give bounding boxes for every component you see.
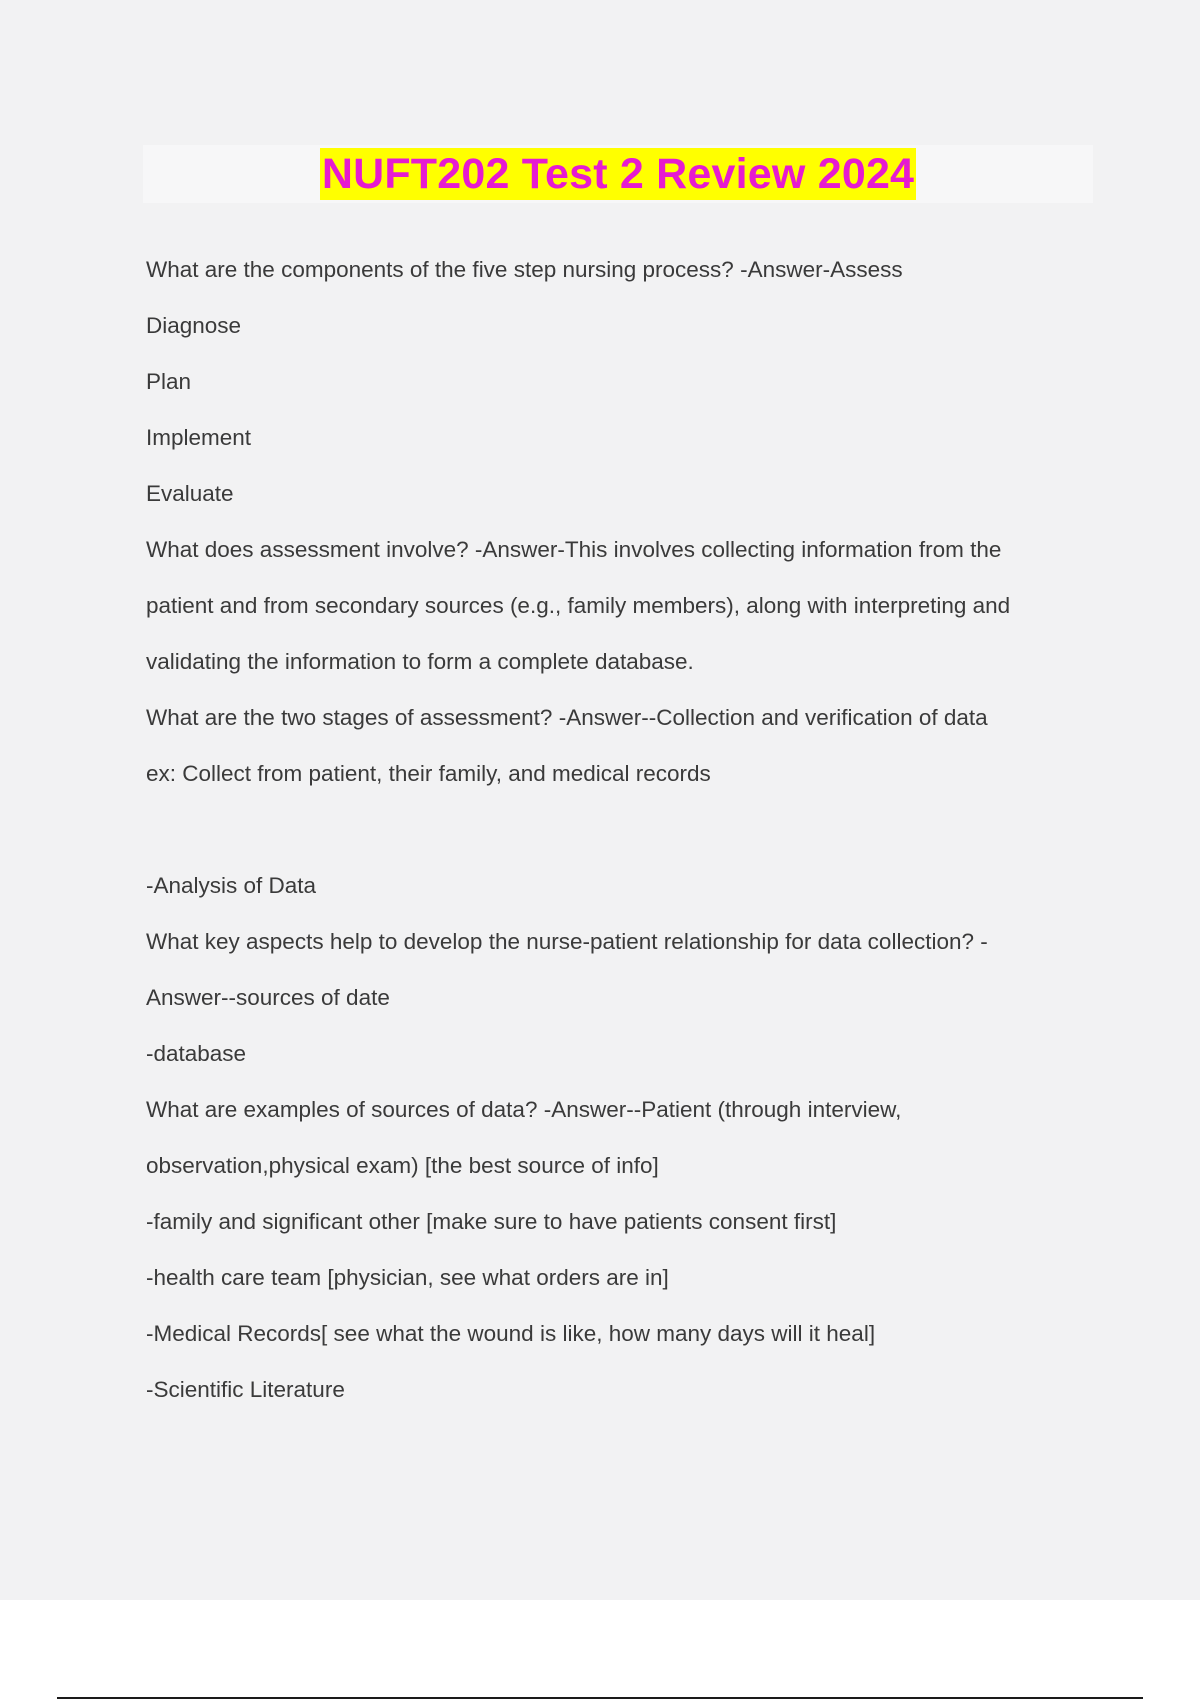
text-line: -health care team [physician, see what orders are in]	[146, 1265, 669, 1290]
text-line: What are examples of sources of data? -Answer--Patient (through interview,	[146, 1097, 902, 1122]
text-line: Implement	[146, 425, 252, 450]
text-line: What are the two stages of assessment? -Answer--Collection and verification of data	[146, 705, 988, 730]
text-line: What key aspects help to develop the nurse-patient relationship for data collection? -	[146, 929, 988, 954]
text-line: validating the information to form a complete database.	[146, 649, 694, 674]
title-band	[143, 145, 1093, 203]
blank-line	[146, 812, 1086, 868]
text-line: -Scientific Literature	[146, 1377, 345, 1402]
text-line: observation,physical exam) [the best source of info]	[146, 1153, 659, 1178]
text-line: -database	[146, 1041, 247, 1066]
text-line: Diagnose	[146, 313, 242, 338]
text-line: ex: Collect from patient, their family, and medical records	[146, 761, 711, 786]
text-line: What are the components of the five step nursing process? -Answer-Assess	[146, 257, 903, 282]
document-title: NUFT202 Test 2 Review 2024	[321, 150, 915, 198]
document-body	[146, 252, 1086, 1428]
text-line: -Analysis of Data	[146, 873, 317, 898]
text-line: Answer--sources of date	[146, 985, 390, 1010]
text-line: Evaluate	[146, 481, 234, 506]
text-line: -Medical Records[ see what the wound is like, how many days will it heal]	[146, 1321, 876, 1346]
text-line: patient and from secondary sources (e.g., family members), along with interpreting and	[146, 593, 1011, 618]
page-divider	[57, 1697, 1143, 1699]
text-line: Plan	[146, 369, 192, 394]
text-line: -family and significant other [make sure to have patients consent first]	[146, 1209, 837, 1234]
text-line: What does assessment involve? -Answer-This involves collecting information from the	[146, 537, 1002, 562]
